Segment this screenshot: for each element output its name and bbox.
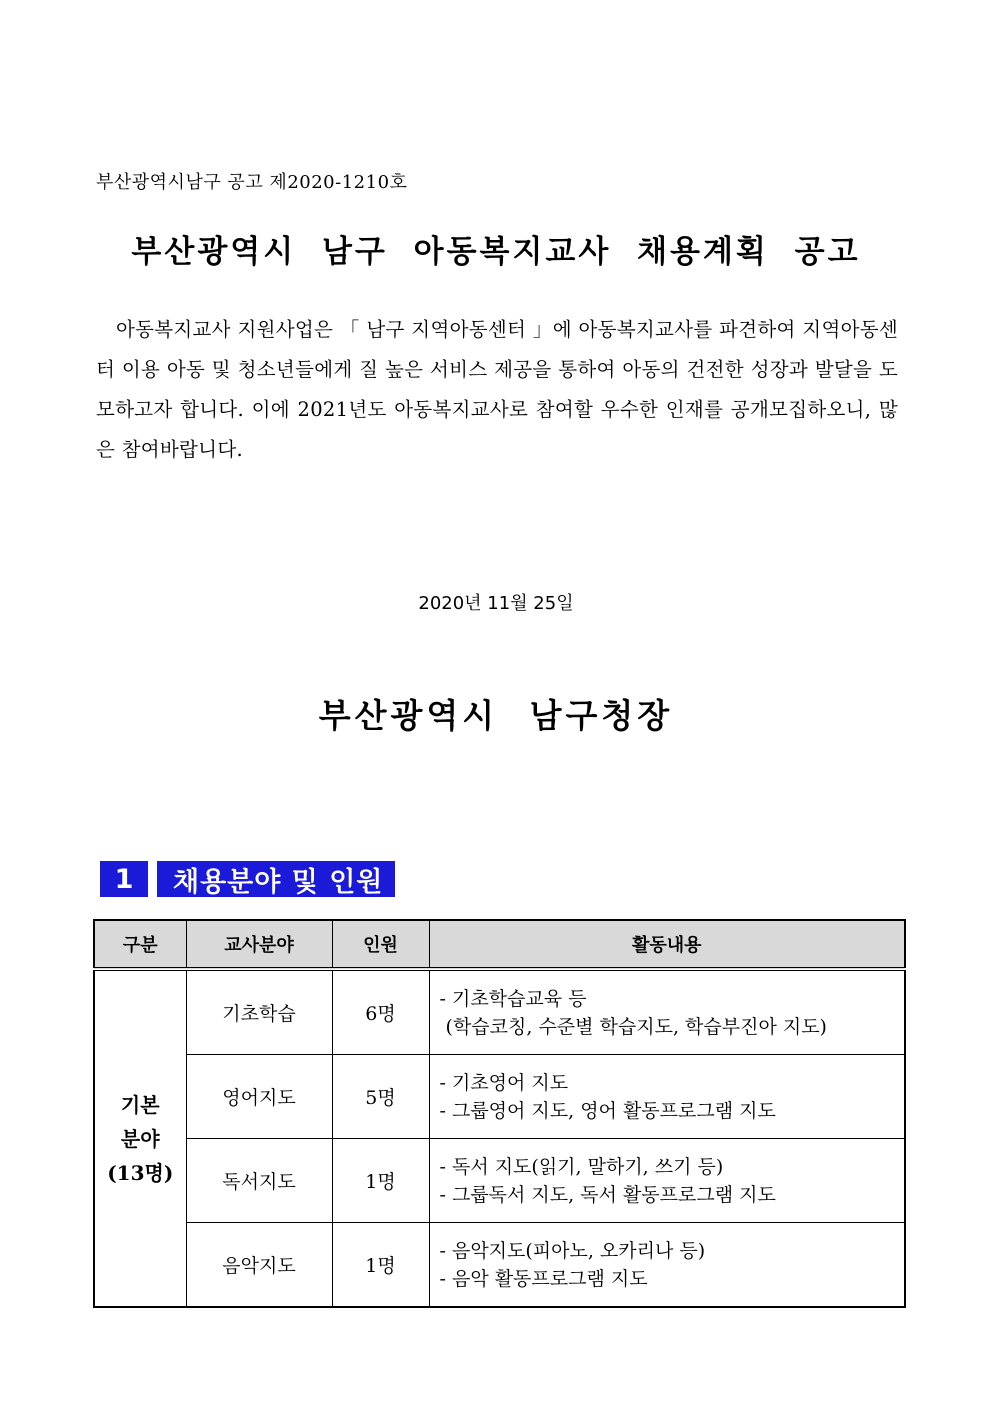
table-row [94,1139,905,1223]
field-cell: 음악지도 [186,1223,332,1308]
intro-paragraph: 아동복지교사 지원사업은 「 남구 지역아동센터 」에 아동복지교사를 파견하여 지역아동센터 이용 아동 및 청소년들에게 질 높은 서비스 제공을 통하여 아동의 건전한 성장과 발달을 도모하고자 합니다. 이에 2021년도 아동복지교사로 참여할 우수한 인재를 공개모집하오니, 많은 참여바랍니다. [96,318,898,461]
notice-number: 부산광역시남구 공고 제2020-1210호 [96,172,408,193]
table-row [94,1055,905,1139]
header-category: 구분 [94,920,186,969]
issuer-signature: 부산광역시 남구청장 [318,696,674,735]
activity-cell [429,1223,905,1308]
count-cell: 6명 [332,969,429,1055]
activity-line: - 기초영어 지도 [439,1071,569,1094]
header-activities: 활동내용 [429,920,905,969]
activity-line: - 음악 활동프로그램 지도 [439,1267,648,1290]
category-cell [94,969,186,1307]
count-cell: 1명 [332,1139,429,1223]
activity-line: (학습코칭, 수준별 학습지도, 학습부진아 지도) [439,1015,827,1038]
activity-cell [429,1055,905,1139]
section-heading [100,861,395,897]
field-cell: 독서지도 [186,1139,332,1223]
activity-line: - 음악지도(피아노, 오카리나 등) [439,1239,706,1262]
activity-line: - 기초학습교육 등 [439,987,587,1010]
activity-cell [429,969,905,1055]
activity-line: - 그룹영어 지도, 영어 활동프로그램 지도 [439,1099,776,1122]
table-header-row [94,920,905,969]
page-title: 부산광역시 남구 아동복지교사 채용계획 공고 [131,234,861,270]
recruitment-table [93,919,906,1308]
table-row [94,969,905,1055]
count-cell: 5명 [332,1055,429,1139]
activity-line: - 그룹독서 지도, 독서 활동프로그램 지도 [439,1183,776,1206]
activity-line: - 독서 지도(읽기, 말하기, 쓰기 등) [439,1155,724,1178]
notice-date: 2020년 11월 25일 [418,593,574,614]
section-label: 채용분야 및 인원 [157,861,395,897]
category-line: 분야 [120,1126,160,1151]
table-row [94,1223,905,1308]
count-cell: 1명 [332,1223,429,1308]
category-count: (13명) [107,1160,174,1185]
field-cell: 기초학습 [186,969,332,1055]
category-line: 기본 [120,1092,160,1117]
field-cell: 영어지도 [186,1055,332,1139]
header-count: 인원 [332,920,429,969]
header-field: 교사분야 [186,920,332,969]
activity-cell [429,1139,905,1223]
section-number: 1 [100,861,148,897]
